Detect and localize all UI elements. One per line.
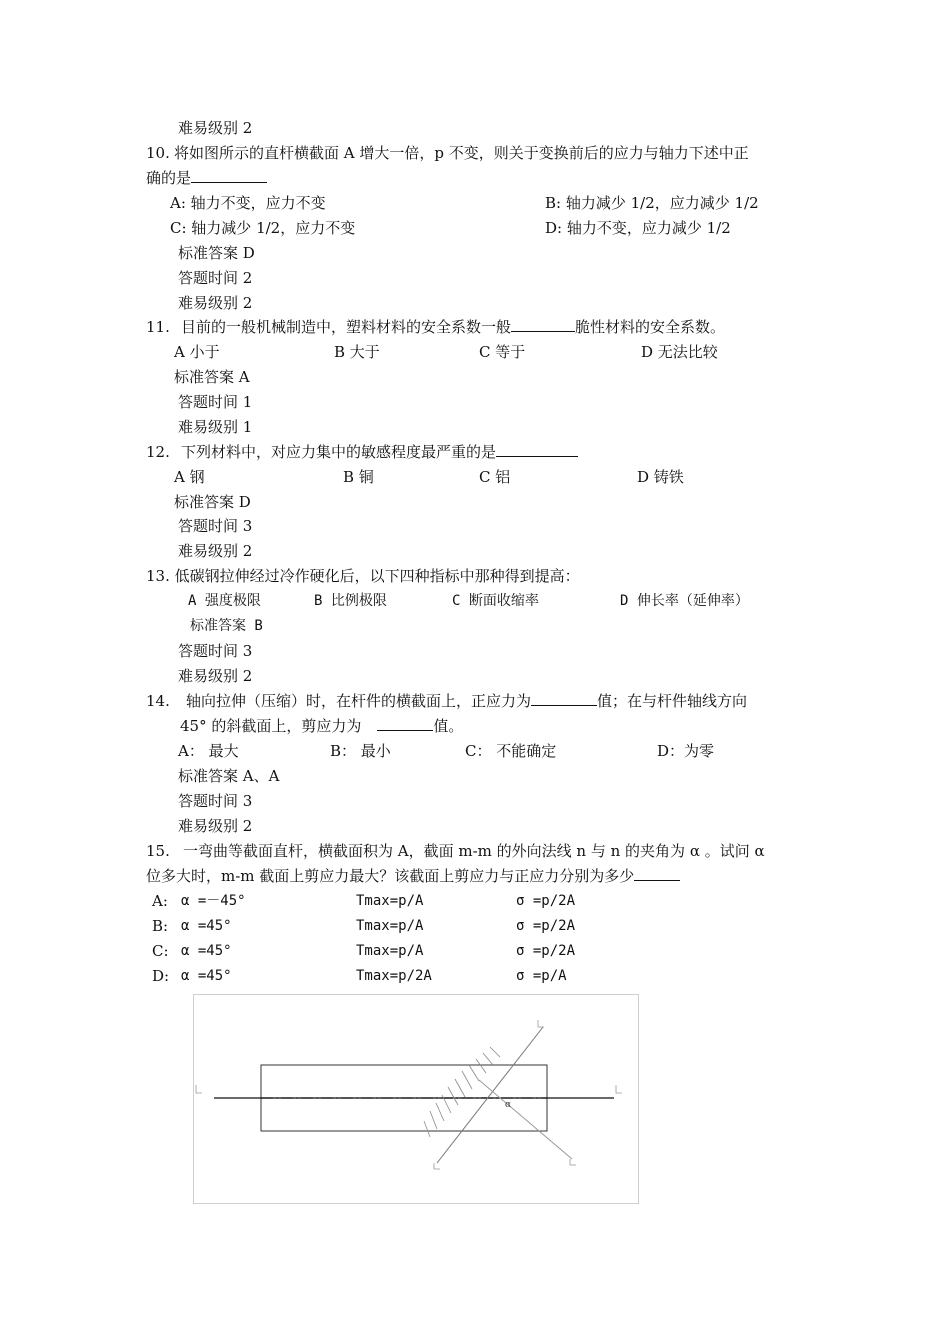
q12-answer: 标准答案 D	[174, 493, 251, 511]
q13-time: 答题时间 3	[178, 642, 253, 660]
q15-option-alpha: α =－45°	[181, 893, 246, 909]
q13-answer: 标准答案 B	[190, 618, 263, 634]
q14-stem-line2: 45° 的斜截面上，剪应力为 值。	[180, 717, 464, 735]
q11-stem: 目前的一般机械制造中，塑料材料的安全系数一般 脆性材料的安全系数。	[181, 318, 726, 336]
q11-option-d: D 无法比较	[641, 343, 718, 361]
q12-option-c: C 铝	[479, 468, 511, 486]
q14-time: 答题时间 3	[178, 792, 253, 810]
q11-time: 答题时间 1	[178, 393, 253, 411]
q15-option-sigma: σ =p/2A	[516, 918, 576, 934]
q15-stem-line2: 位多大时，m-m 截面上剪应力最大？该截面上剪应力与正应力分别为多少	[146, 866, 680, 886]
q14-option-c: C： 不能确定	[465, 742, 557, 760]
q15-option-label: D:	[152, 967, 170, 985]
q12-option-a: A 钢	[174, 468, 205, 486]
q13-option-b: B 比例极限	[314, 593, 387, 609]
answer-blank	[531, 691, 597, 706]
answer-blank	[511, 317, 575, 332]
q13-option-d: D 伸长率（延伸率）	[620, 593, 749, 609]
q10-option-c: C: 轴力减少 1/2，应力不变	[170, 219, 356, 237]
q11-option-b: B 大于	[334, 343, 380, 361]
q15-option-sigma: σ =p/2A	[516, 893, 576, 909]
angle-label: α	[505, 1100, 512, 1110]
q15-option-tau: Tmax=p/2A	[356, 968, 432, 984]
q12-difficulty: 难易级别 2	[178, 542, 253, 560]
q10-time: 答题时间 2	[178, 269, 253, 287]
q15-option-tau: Tmax=p/A	[356, 893, 424, 909]
q9-difficulty: 难易级别 2	[178, 119, 253, 137]
q15-option-label: B:	[152, 917, 169, 935]
q13-option-c: C 断面收缩率	[452, 593, 539, 609]
q15-option-alpha: α =45°	[181, 918, 232, 934]
q14-number: 14.	[146, 692, 170, 710]
q12-option-d: D 铸铁	[637, 468, 684, 486]
q12-number: 12.	[146, 443, 170, 461]
bar-section-figure	[193, 994, 639, 1204]
q15-option-alpha: α =45°	[181, 968, 232, 984]
q14-difficulty: 难易级别 2	[178, 817, 253, 835]
q15-number: 15.	[146, 842, 170, 860]
q10-stem-line2: 确的是	[146, 168, 267, 188]
bottom-end-marker	[434, 1163, 440, 1169]
q11-number: 11.	[146, 318, 170, 336]
answer-blank	[496, 442, 578, 457]
q11-option-c: C 等于	[479, 343, 526, 361]
q12-stem: 下列材料中，对应力集中的敏感程度最严重的是	[181, 442, 578, 462]
q10-option-a: A: 轴力不变，应力不变	[170, 194, 326, 212]
answer-blank	[377, 716, 433, 731]
q15-option-sigma: σ =p/2A	[516, 943, 576, 959]
top-end-marker	[538, 1020, 544, 1027]
q15-option-sigma: σ =p/A	[516, 968, 567, 984]
q13-option-a: A 强度极限	[188, 593, 261, 609]
bar-diagram	[194, 995, 638, 1203]
q14-stem-line1: 轴向拉伸（压缩）时，在杆件的横截面上，正应力为 值；在与杆件轴线方向	[186, 692, 748, 710]
q15-option-label: A:	[152, 892, 168, 910]
q14-option-a: A： 最大	[178, 742, 239, 760]
q15-stem-line1: 一弯曲等截面直杆，横截面积为 A，截面 m-m 的外向法线 n 与 n 的夹角为 α 。试问 α	[183, 842, 765, 860]
q15-option-alpha: α =45°	[181, 943, 232, 959]
q13-stem: 13. 低碳钢拉伸经过冷作硬化后，以下四种指标中那种得到提高：	[146, 567, 580, 585]
q15-option-tau: Tmax=p/A	[356, 918, 424, 934]
q12-time: 答题时间 3	[178, 517, 253, 535]
q10-answer: 标准答案 D	[178, 244, 255, 262]
section-hatching	[424, 1047, 500, 1137]
q11-answer: 标准答案 A	[174, 368, 250, 386]
answer-blank	[191, 168, 267, 183]
q14-option-d: D：为零	[657, 742, 715, 760]
q12-option-b: B 铜	[343, 468, 374, 486]
q14-answer: 标准答案 A、A	[178, 767, 280, 785]
q15-option-label: C:	[152, 942, 169, 960]
normal-line	[479, 1080, 572, 1159]
q11-option-a: A 小于	[174, 343, 220, 361]
normal-end-marker	[570, 1159, 576, 1165]
q15-option-tau: Tmax=p/A	[356, 943, 424, 959]
q10-option-b: B: 轴力减少 1/2，应力减少 1/2	[545, 194, 759, 212]
left-end-marker	[196, 1085, 202, 1093]
q10-stem-line1: 将如图所示的直杆横截面 A 增大一倍，p 不变，则关于变换前后的应力与轴力下述中正	[174, 144, 749, 162]
right-end-marker	[616, 1085, 622, 1093]
q14-option-b: B： 最小	[330, 742, 391, 760]
q10-number: 10.	[146, 144, 170, 162]
answer-blank	[634, 866, 680, 881]
q13-difficulty: 难易级别 2	[178, 667, 253, 685]
q10-difficulty: 难易级别 2	[178, 294, 253, 312]
q10-option-d: D: 轴力不变，应力减少 1/2	[545, 219, 731, 237]
q11-difficulty: 难易级别 1	[178, 418, 253, 436]
